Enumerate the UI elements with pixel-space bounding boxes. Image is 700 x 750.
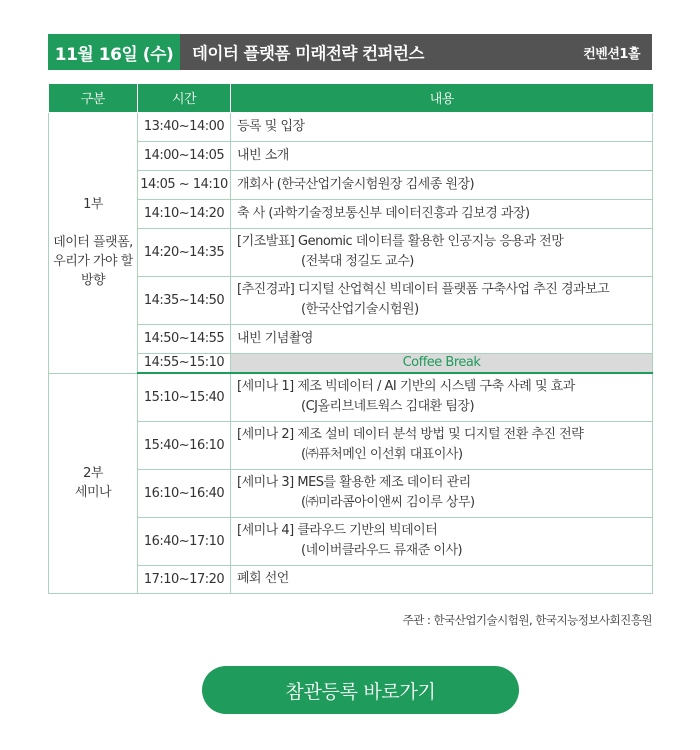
header-content: 내용 xyxy=(231,84,653,112)
event-title: 데이터 플랫폼 미래전략 컨퍼런스 xyxy=(192,44,424,63)
row-content-main: [세미나 1] 제조 빅데이터 / AI 기반의 시스템 구축 사례 및 효과 xyxy=(237,379,575,395)
table-header-row xyxy=(49,84,653,112)
row-time: 14:55~15:10 xyxy=(138,353,231,373)
row-content: 내빈 소개 xyxy=(231,141,653,170)
row-content xyxy=(231,517,653,565)
part1-title-line3: 방향 xyxy=(80,273,106,288)
table-row xyxy=(49,324,653,353)
event-title-bar xyxy=(180,34,652,70)
table-row xyxy=(49,276,653,324)
row-content-sub: (㈜미라콤아이앤씨 김이루 상무) xyxy=(301,495,475,510)
row-content-main: [기조발표] Genomic 데이터를 활용한 인공지능 응용과 전망 xyxy=(237,234,564,249)
row-content-main: [세미나 4] 클라우드 기반의 빅데이터 xyxy=(237,523,438,538)
row-content-main: [세미나 2] 제조 설비 데이터 분석 방법 및 디지털 전환 추진 전략 xyxy=(237,427,584,442)
row-content: 등록 및 입장 xyxy=(231,112,653,141)
row-time: 14:20~14:35 xyxy=(138,228,231,276)
table-row xyxy=(49,421,653,469)
event-venue: 컨벤션1홀 xyxy=(583,46,640,62)
row-time: 14:00~14:05 xyxy=(138,141,231,170)
row-content xyxy=(231,276,653,324)
part1-cell xyxy=(49,112,138,373)
part1-title-line1: 데이터 플랫폼, xyxy=(53,235,133,250)
row-content-main: [세미나 3] MES를 활용한 제조 데이터 관리 xyxy=(237,475,471,490)
table-row xyxy=(49,373,653,421)
row-time: 16:10~16:40 xyxy=(138,469,231,517)
row-time: 15:40~16:10 xyxy=(138,421,231,469)
row-content xyxy=(231,469,653,517)
table-row xyxy=(49,517,653,565)
row-content-sub: (네이버클라우드 류재준 이사) xyxy=(301,543,463,558)
register-button[interactable]: 참관등록 바로가기 xyxy=(202,666,519,714)
coffee-break: Coffee Break xyxy=(231,353,653,373)
row-content: 축 사 (과학기술정보통신부 데이터진흥과 김보경 과장) xyxy=(231,199,653,228)
row-content xyxy=(231,228,653,276)
part1-label: 1부 xyxy=(83,197,103,212)
part2-label: 2부 xyxy=(83,466,103,481)
row-content xyxy=(231,421,653,469)
row-time: 15:10~15:40 xyxy=(138,373,231,421)
row-content: 개회사 (한국산업기술시험원장 김세종 원장) xyxy=(231,170,653,199)
event-banner xyxy=(48,34,652,70)
row-time: 14:05 ~ 14:10 xyxy=(138,170,231,199)
row-content-main: [추진경과] 디지털 산업혁신 빅데이터 플랫폼 구축사업 추진 경과보고 xyxy=(237,282,610,297)
row-content: 내빈 기념촬영 xyxy=(231,324,653,353)
part2-cell xyxy=(49,373,138,593)
row-content-sub: (전북대 정길도 교수) xyxy=(301,254,414,269)
row-time: 14:10~14:20 xyxy=(138,199,231,228)
table-row xyxy=(49,170,653,199)
part1-title-line2: 우리가 가야 할 xyxy=(53,254,133,269)
row-content-sub: (CJ올리브네트웍스 김대환 팀장) xyxy=(301,399,475,415)
row-content-sub: (㈜퓨처메인 이선휘 대표이사) xyxy=(301,447,463,462)
host-organizations: 주관 : 한국산업기술시험원, 한국지능정보사회진흥원 xyxy=(402,613,652,627)
row-time: 14:50~14:55 xyxy=(138,324,231,353)
part2-title: 세미나 xyxy=(74,485,112,500)
table-row xyxy=(49,112,653,141)
row-time: 17:10~17:20 xyxy=(138,565,231,593)
header-category: 구분 xyxy=(49,84,138,112)
table-row xyxy=(49,353,653,373)
table-row xyxy=(49,199,653,228)
row-content: 폐회 선언 xyxy=(231,565,653,593)
row-time: 14:35~14:50 xyxy=(138,276,231,324)
table-row xyxy=(49,469,653,517)
row-content-sub: (한국산업기술시험원) xyxy=(301,302,419,317)
row-time: 16:40~17:10 xyxy=(138,517,231,565)
schedule-table xyxy=(48,84,653,594)
row-content xyxy=(231,373,653,421)
table-row xyxy=(49,228,653,276)
header-time: 시간 xyxy=(138,84,231,112)
event-date: 11월 16일 (수) xyxy=(48,34,180,70)
table-row xyxy=(49,141,653,170)
table-row xyxy=(49,565,653,593)
row-time: 13:40~14:00 xyxy=(138,112,231,141)
